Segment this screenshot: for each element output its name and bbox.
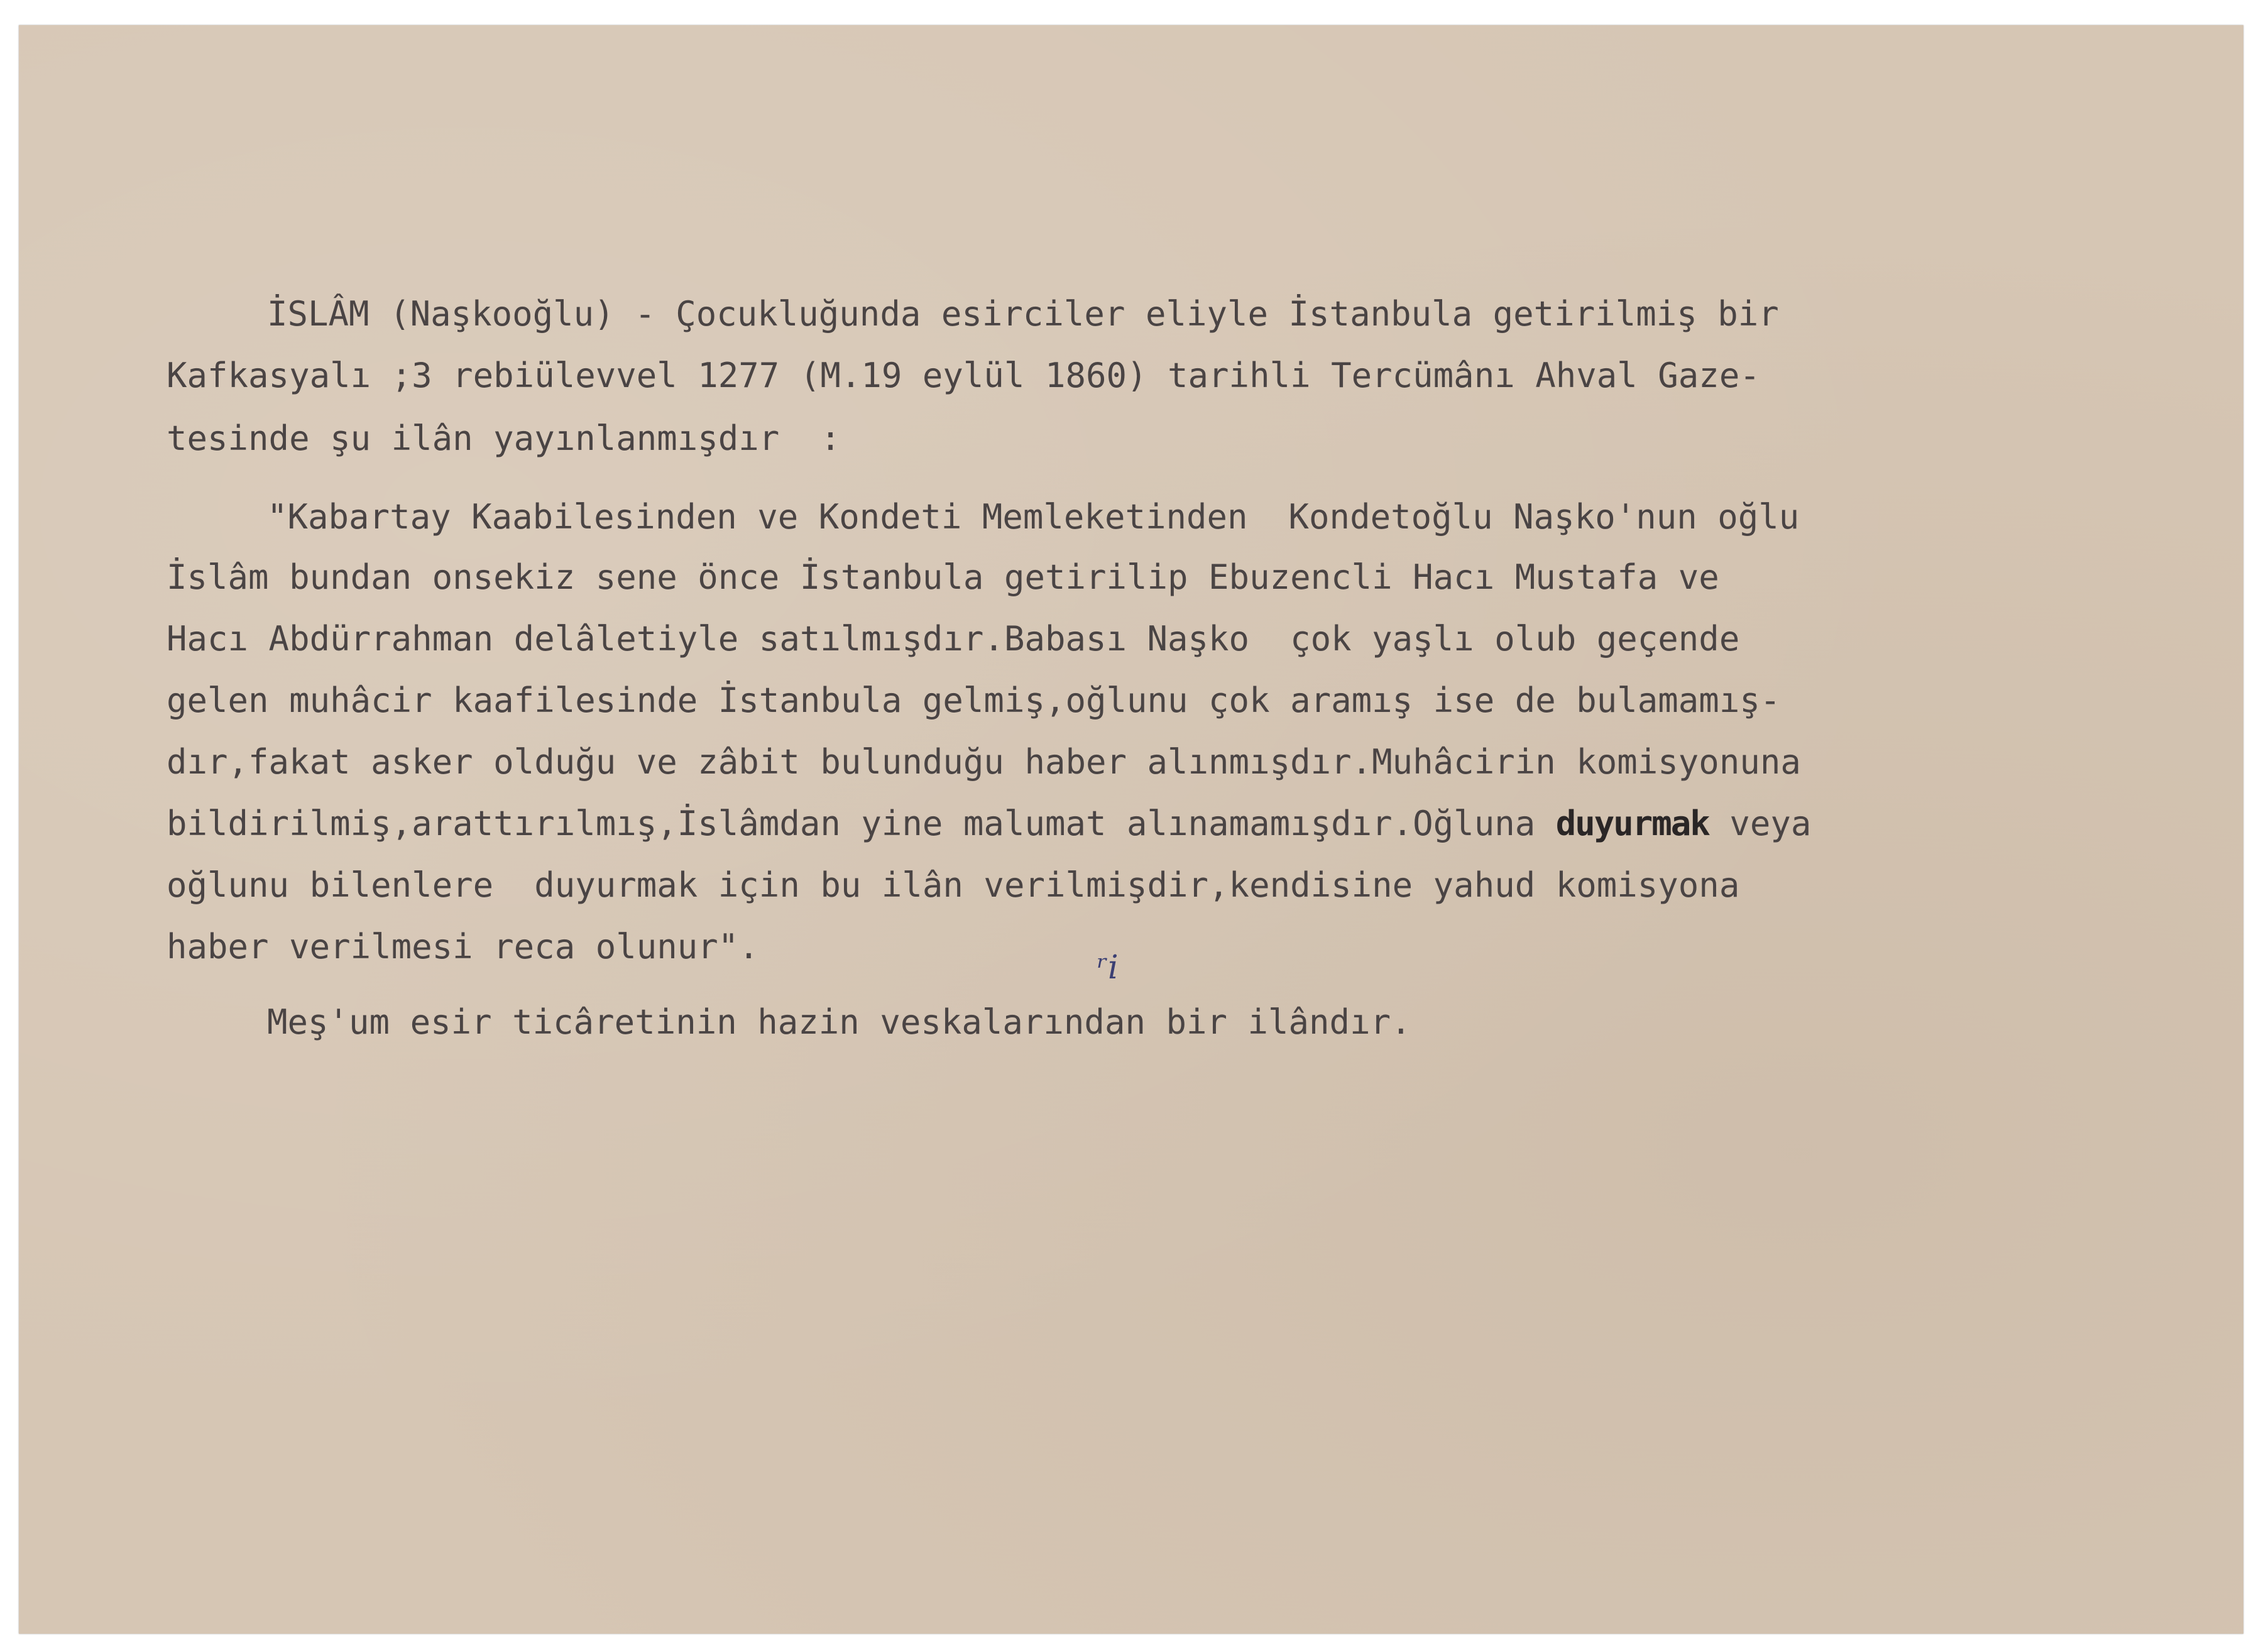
quote-line6-text: bildirilmiş,arattırılmış,İslâmdan yine malumat alınamamışdır.Oğluna <box>167 804 1556 843</box>
quote-line6 <box>167 804 1812 843</box>
paragraph1-line2: Kafkasyalı ;3 rebiülevvel 1277 (M.19 eylül 1860) tarihli Tercümânı Ahval Gaze- <box>167 356 1760 395</box>
quote-line6-end: veya <box>1709 804 1812 843</box>
quote-line4: gelen muhâcir kaafilesinde İstanbula gelmiş,oğlunu çok aramış ise de bulamamış- <box>167 681 1781 720</box>
closing-line: Meş'um esir ticâretinin hazin veskalarından bir ilândır. <box>267 1002 1411 1042</box>
quote-line1: "Kabartay Kaabilesinden ve Kondeti Memleketinden Kondetoğlu Naşko'nun oğlu <box>267 497 1800 537</box>
quote-line7: oğlunu bilenlere duyurmak için bu ilân verilmişdir,kendisine yahud komisyona <box>167 865 1740 905</box>
quote-line5: dır,fakat asker olduğu ve zâbit bulunduğu haber alınmışdır.Muhâcirin komisyonuna <box>167 742 1801 782</box>
paragraph1-line3: tesinde şu ilân yayınlanmışdır : <box>167 418 841 458</box>
struck-through-word: duyurmak <box>1555 804 1709 843</box>
quote-line3: Hacı Abdürrahman delâletiyle satılmışdır.Babası Naşko çok yaşlı olub geçende <box>167 619 1740 659</box>
paragraph1-line1: İSLÂM (Naşkooğlu) - Çocukluğunda esirciler eliyle İstanbula getirilmiş bir <box>267 294 1779 334</box>
quote-line2: İslâm bundan onsekiz sene önce İstanbula getirilip Ebuzencli Hacı Mustafa ve <box>167 557 1719 597</box>
typewritten-page <box>19 25 2243 1634</box>
quote-line8: haber verilmesi reca olunur". <box>167 927 759 966</box>
handwritten-annotation: ʳi <box>1097 949 1119 987</box>
